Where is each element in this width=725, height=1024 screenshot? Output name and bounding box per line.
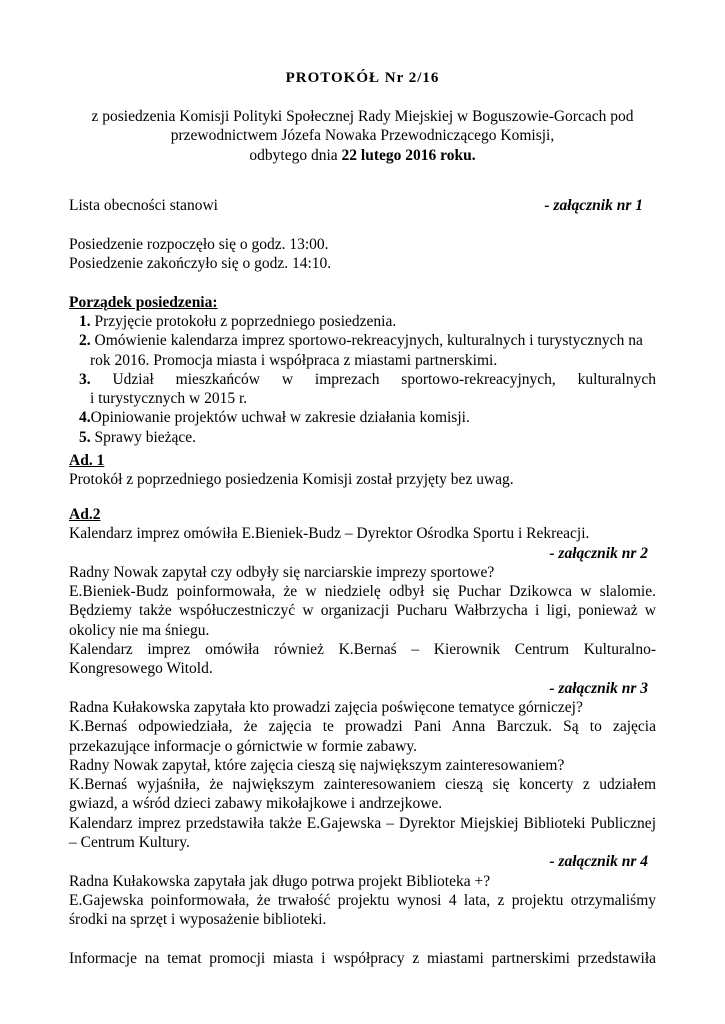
agenda-list xyxy=(79,312,656,447)
meeting-times xyxy=(69,235,656,274)
agenda-item: 3. Udział mieszkańców w imprezach sportowo-rekreacyjnych, kulturalnych xyxy=(79,370,656,388)
ad1-text: Protokół z poprzedniego posiedzenia Komisji został przyjęty bez uwag. xyxy=(69,471,514,489)
header-line-1: z posiedzenia Komisji Polityki Społecznej Rady Miejskiej w Boguszowie-Gorcach pod xyxy=(91,108,634,125)
ad1-section xyxy=(69,451,656,490)
ad2-paragraph: K.Bernaś wyjaśniła, że największym zainteresowaniem cieszą się koncerty z udziałem gwiazd, a wśród dzieci zabawy mikołajkowe i andrzejkowe. xyxy=(69,776,656,813)
ad1-heading: Ad. 1 xyxy=(69,452,105,469)
meeting-date: 22 lutego 2016 roku. xyxy=(341,146,476,164)
attachment-ref-2: - załącznik nr 2 xyxy=(549,544,648,562)
ad2-paragraph: Kalendarz imprez omówiła E.Bieniek-Budz – Dyrektor Ośrodka Sportu i Rekreacji. xyxy=(69,525,590,543)
document-title: PROTOKÓŁ Nr 2/16 xyxy=(285,70,440,86)
agenda-item: 2. Omówienie kalendarza imprez sportowo-rekreacyjnych, kulturalnych i turystycznych na xyxy=(79,332,643,350)
ad2-paragraph: Informacje na temat promocji miasta i współpracy z miastami partnerskimi przedstawiła xyxy=(69,949,656,967)
ad2-paragraph: Radny Nowak zapytał czy odbyły się narciarskie imprezy sportowe? xyxy=(69,563,495,581)
end-time: Posiedzenie zakończyło się o godz. 14:10. xyxy=(69,255,332,273)
header-line-2: przewodnictwem Józefa Nowaka Przewodniczącego Komisji, xyxy=(170,127,555,145)
attachment-ref-3: - załącznik nr 3 xyxy=(549,679,648,697)
agenda-item: 1. Przyjęcie protokołu z poprzedniego posiedzenia. xyxy=(79,313,397,330)
header-line-3: odbytego dnia 22 lutego 2016 roku. xyxy=(249,146,476,164)
ad2-paragraph: E.Bieniek-Budz poinformowała, że w niedzielę odbył się Puchar Dzikowca w slalomie. Będziemy także współuczestniczyć w organizacji Pucharu Wałbrzycha i ligi, ponieważ w okolicy nie ma śniegu. xyxy=(69,583,656,639)
agenda-item-continuation: i turystycznych w 2015 r. xyxy=(90,390,248,408)
ad2-paragraph: Radny Nowak zapytał, które zajęcia cieszą się największym zainteresowaniem? xyxy=(69,756,565,774)
ad2-section xyxy=(69,505,656,968)
attendance-text: Lista obecności stanowi xyxy=(69,197,218,214)
attachment-ref-4: - załącznik nr 4 xyxy=(549,853,648,871)
ad2-paragraph: Kalendarz imprez przedstawiła także E.Gajewska – Dyrektor Miejskiej Biblioteki Publicznej – Centrum Kultury. xyxy=(69,814,656,852)
ad2-paragraph: K.Bernaś odpowiedziała, że zajęcia te prowadzi Pani Anna Barczuk. Są to zajęcia przekazujące informacje o górnictwie w formie zabawy. xyxy=(69,718,656,755)
agenda-heading: Porządek posiedzenia: xyxy=(69,294,218,311)
attachment-ref-1: - załącznik nr 1 xyxy=(544,197,643,214)
agenda-item: 4.Opiniowanie projektów uchwał w zakresie działania komisji. xyxy=(79,409,470,427)
ad2-paragraph: Radna Kułakowska zapytała jak długo potrwa projekt Biblioteka +? xyxy=(69,872,491,890)
start-time: Posiedzenie rozpoczęło się o godz. 13:00. xyxy=(69,236,329,253)
agenda-item-continuation: rok 2016. Promocja miasta i współpraca z miastami partnerskimi. xyxy=(90,351,498,369)
ad2-paragraph: Radna Kułakowska zapytała kto prowadzi zajęcia poświęcone tematyce górniczej? xyxy=(69,698,583,716)
document-header xyxy=(60,107,665,165)
ad2-heading: Ad.2 xyxy=(69,506,101,523)
ad2-paragraph: Kalendarz imprez omówiła również K.Bernaś – Kierownik Centrum Kulturalno-Kongresowego Witold. xyxy=(69,641,656,678)
attendance-line xyxy=(69,196,656,215)
ad2-paragraph: E.Gajewska poinformowała, że trwałość projektu wynosi 4 lata, z projektu otrzymaliśmy środki na sprzęt i wyposażenie biblioteki. xyxy=(69,891,656,929)
agenda-item: 5. Sprawy bieżące. xyxy=(79,428,197,446)
